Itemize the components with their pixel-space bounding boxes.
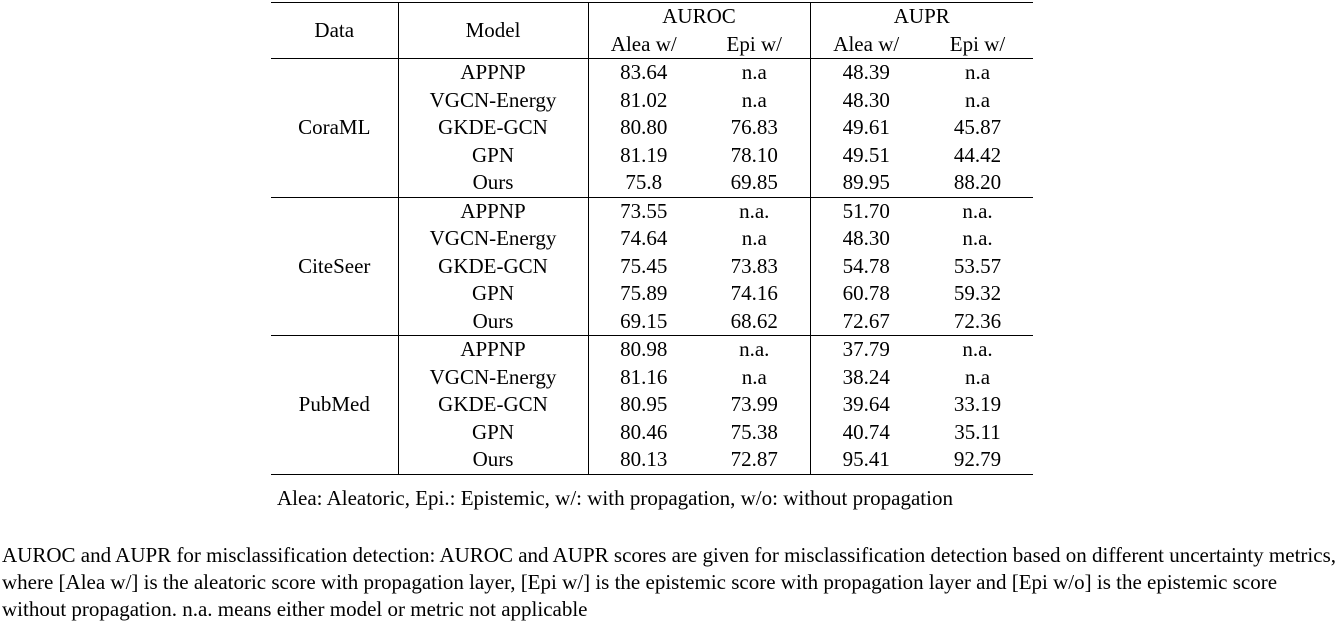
metric-cell: 72.67 <box>842 308 890 333</box>
model-name: VGCN-Energy <box>398 87 588 115</box>
legend-note: Alea: Aleatoric, Epi.: Epistemic, w/: with propagation, w/o: without propagation <box>277 486 953 510</box>
metric-cell: n.a <box>964 364 991 389</box>
metric-cell: n.a <box>964 87 991 112</box>
metric-cell: 48.39 <box>810 59 922 87</box>
table-row <box>271 336 1033 364</box>
metric-cell: 80.46 <box>620 419 668 444</box>
header-sub-aupr-epi: Epi w/ <box>922 31 1033 59</box>
metric-cell: 45.87 <box>953 115 1002 139</box>
metric-cell: n.a. <box>699 336 810 364</box>
metric-cell: n.a. <box>922 336 1033 364</box>
metric-cell: 68.62 <box>699 308 810 336</box>
metric-cell: 53.57 <box>953 253 1002 278</box>
metric-cell: 49.51 <box>842 142 890 167</box>
metric-cell: 80.13 <box>588 446 699 474</box>
dataset-label: PubMed <box>271 336 398 475</box>
model-name: APPNP <box>398 336 588 364</box>
dataset-label: CiteSeer <box>271 197 398 336</box>
metric-cell: 37.79 <box>810 336 922 364</box>
metric-cell: n.a <box>699 364 810 392</box>
model-name: GPN <box>398 419 588 447</box>
table-row <box>271 197 1033 225</box>
metric-cell: 74.64 <box>620 226 668 250</box>
model-name: Ours <box>398 446 588 474</box>
metric-cell: 78.10 <box>699 142 810 170</box>
metric-cell: 38.24 <box>842 364 890 389</box>
header-model: Model <box>398 3 588 59</box>
metric-cell: n.a <box>699 59 810 87</box>
metric-cell: 44.42 <box>953 142 1002 167</box>
metric-cell: 75.89 <box>620 281 668 305</box>
metric-cell: 48.30 <box>842 87 890 112</box>
metric-cell: 35.11 <box>954 419 1001 444</box>
metric-cell: 40.74 <box>842 419 890 444</box>
metric-cell: 33.19 <box>953 392 1002 416</box>
metric-cell: 81.19 <box>620 142 668 167</box>
metric-cell: 51.70 <box>810 197 922 225</box>
metric-cell: 80.80 <box>620 115 668 139</box>
metric-cell: 74.16 <box>699 280 810 308</box>
metric-cell: 75.45 <box>620 253 668 278</box>
metric-cell: 81.16 <box>620 364 668 389</box>
header-sub-aupr-alea: Alea w/ <box>810 31 922 59</box>
metric-cell: 39.64 <box>842 392 890 416</box>
metric-cell: n.a <box>699 225 810 253</box>
metric-cell: n.a <box>922 59 1033 87</box>
metric-cell: n.a. <box>962 226 993 250</box>
model-name: APPNP <box>398 197 588 225</box>
metric-cell: 80.98 <box>588 336 699 364</box>
metric-cell: 75.38 <box>699 419 810 447</box>
metric-cell: 73.99 <box>699 391 810 419</box>
model-name: GKDE-GCN <box>398 114 588 142</box>
figure-caption: AUROC and AUPR for misclassification detection: AUROC and AUPR scores are given for misclassification detection based on different uncertainty metrics, where [Alea w/] is the aleatoric score with propagation layer, [Epi w/] is the epistemic score with propagation layer and [Epi w/o] is the epistemic score without propagation. n.a. means either model or metric not applicable <box>2 543 1336 621</box>
metric-cell: 54.78 <box>842 253 890 278</box>
dataset-label: CoraML <box>271 59 398 198</box>
metric-cell: 72.87 <box>699 446 810 474</box>
metric-cell: 88.20 <box>953 170 1002 194</box>
model-name: GKDE-GCN <box>398 253 588 281</box>
model-name: GPN <box>398 142 588 170</box>
metric-cell: 83.64 <box>588 59 699 87</box>
metric-cell: 49.61 <box>842 115 890 139</box>
header-data: Data <box>271 3 398 59</box>
metric-cell: 72.36 <box>953 308 1002 333</box>
table-header <box>271 3 1033 59</box>
metric-cell: 76.83 <box>699 114 810 142</box>
metric-cell: 69.15 <box>620 308 668 333</box>
model-name: APPNP <box>398 59 588 87</box>
header-sub-auroc-alea: Alea w/ <box>588 31 699 59</box>
metric-cell: 89.95 <box>842 170 890 194</box>
metric-cell: 81.02 <box>620 87 668 112</box>
model-name: VGCN-Energy <box>398 225 588 253</box>
metric-cell: n.a. <box>922 197 1033 225</box>
metric-cell: 60.78 <box>842 281 890 305</box>
model-name: GPN <box>398 280 588 308</box>
metric-cell: n.a <box>699 87 810 115</box>
table-body <box>271 59 1033 475</box>
metric-cell: 95.41 <box>810 446 922 474</box>
table-row <box>271 59 1033 87</box>
metric-cell: 73.55 <box>588 197 699 225</box>
header-row-top <box>271 3 1033 31</box>
metric-cell: 73.83 <box>699 253 810 281</box>
header-aupr: AUPR <box>810 3 1033 31</box>
metric-cell: n.a. <box>699 197 810 225</box>
results-table <box>271 2 1033 475</box>
metric-cell: 59.32 <box>953 281 1002 305</box>
model-name: VGCN-Energy <box>398 364 588 392</box>
metric-cell: 92.79 <box>922 446 1033 474</box>
metric-cell: 75.8 <box>625 170 663 194</box>
model-name: Ours <box>398 169 588 197</box>
metric-cell: 69.85 <box>699 169 810 197</box>
model-name: Ours <box>398 308 588 336</box>
metric-cell: 80.95 <box>620 392 668 416</box>
header-auroc: AUROC <box>588 3 810 31</box>
header-sub-auroc-epi: Epi w/ <box>699 31 810 59</box>
metric-cell: 48.30 <box>842 226 890 250</box>
model-name: GKDE-GCN <box>398 391 588 419</box>
